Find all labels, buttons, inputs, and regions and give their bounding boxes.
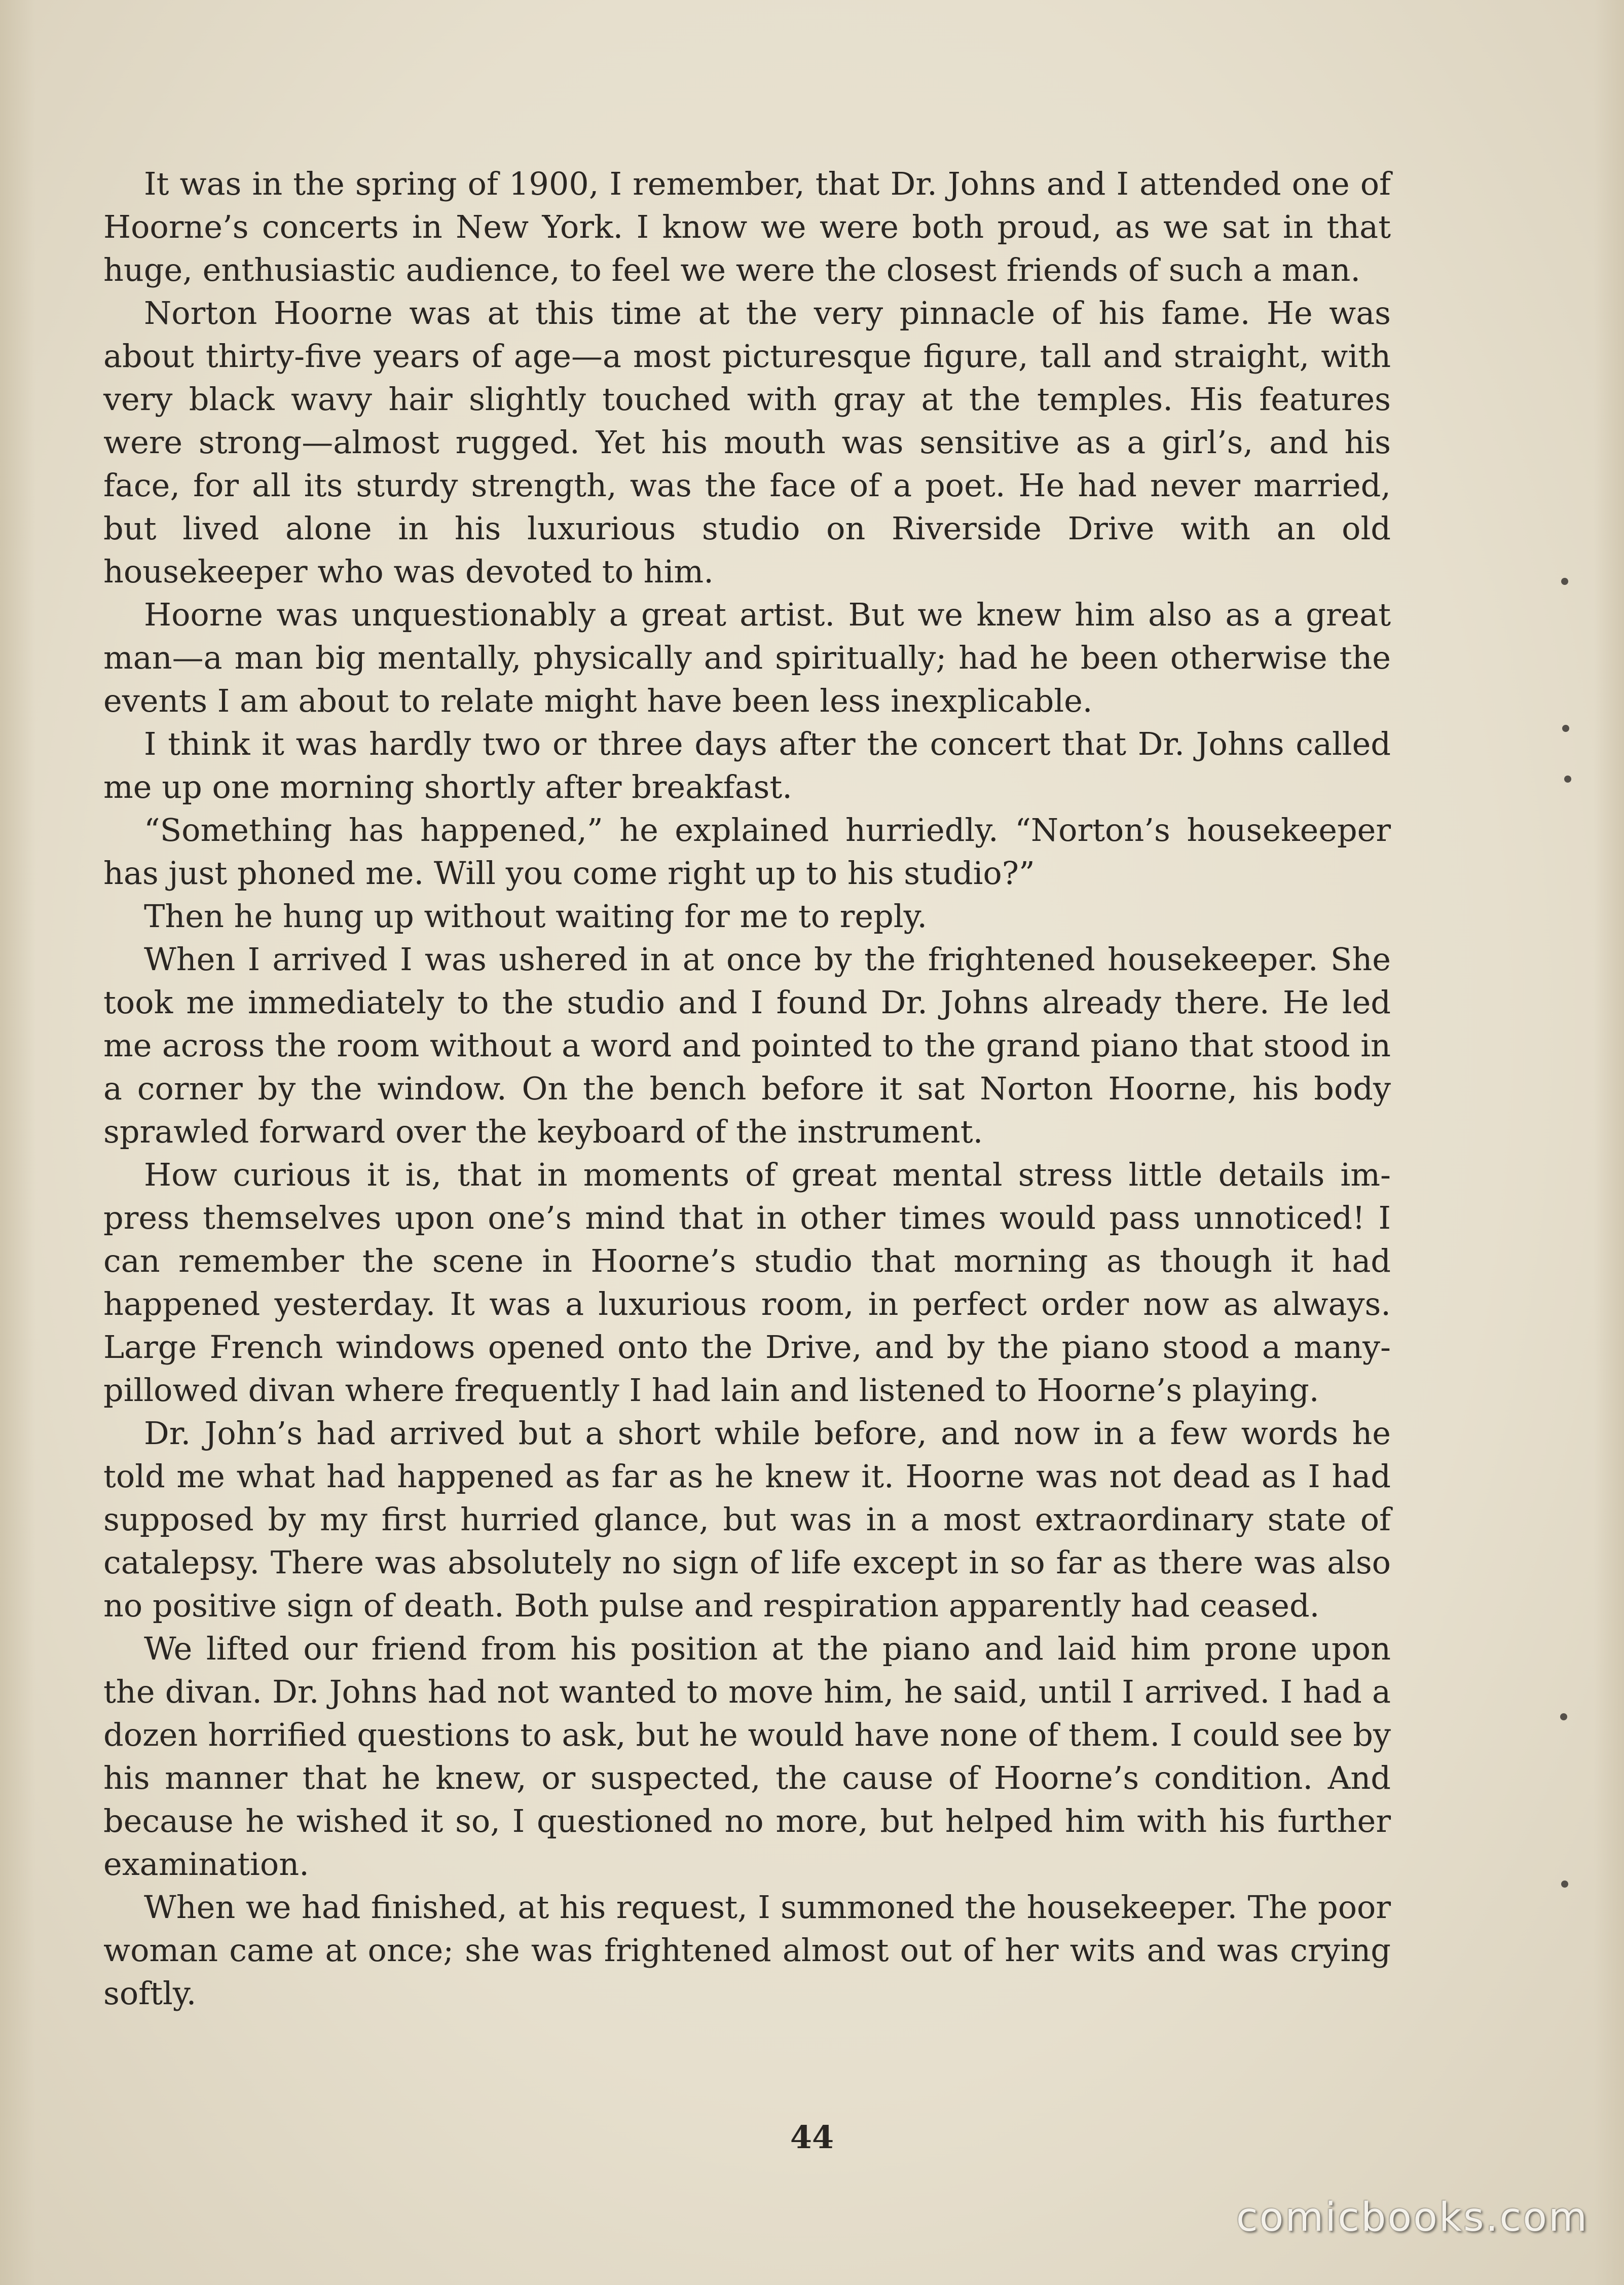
paragraph-4: I think it was hardly two or three days after the concert that Dr. Johns called me up one morning shortly after breakfast.: [103, 725, 1391, 805]
paragraph-1: It was in the spring of 1900, I remember, that Dr. Johns and I attended one of Hoorne’s concerts in New York. I know we were both proud, as we sat in that huge, enthusiastic audience, to feel we were the closest friends of such a man.: [103, 165, 1391, 288]
paragraph-9: Dr. John’s had arrived but a short while before, and now in a few words he told me what had happened as far as he knew it. Hoorne was not dead as I had supposed by my first hurried glance, but was in a most extraordinary state of catalepsy. There was absolutely no sign of life except in so far as there was also no positive sign of death. Both pulse and respiration apparently had ceased.: [103, 1415, 1391, 1624]
paper-speck: [1564, 776, 1571, 783]
paper-speck: [1560, 1713, 1567, 1720]
watermark-logo: comicbooks.com: [1236, 2195, 1589, 2240]
story-text: [103, 162, 1391, 2015]
page-number: 44: [790, 2119, 834, 2156]
paragraph-8: How curious it is, that in moments of great mental stress little details impress themselves upon one’s mind that in other times would pass unnoticed! I can remember the scene in Hoorne’s studio that morning as though it had happened yesterday. It was a luxurious room, in perfect order now as always. Large French windows opened onto the Drive, and by the piano stood a many-pillowed divan where frequently I had lain and listened to Hoorne’s playing.: [103, 1156, 1391, 1409]
paragraph-7: When I arrived I was ushered in at once by the frightened housekeeper. She took me immediately to the studio and I found Dr. Johns already there. He led me across the room without a word and pointed to the grand piano that stood in a corner by the window. On the bench before it sat Norton Hoorne, his body sprawled forward over the keyboard of the instrument.: [103, 941, 1391, 1150]
paper-speck: [1561, 578, 1568, 585]
paper-speck: [1562, 725, 1569, 732]
paragraph-6: Then he hung up without waiting for me to reply.: [144, 898, 928, 935]
paragraph-10: We lifted our friend from his position at the piano and laid him prone upon the divan. Dr. Johns had not wanted to move him, he said, until I arrived. I had a dozen horrified questions to ask, but he would have none of them. I could see by his manner that he knew, or suspected, the cause of Hoorne’s condition. And because he wished it so, I questioned no more, but helped him with his further examination.: [103, 1630, 1391, 1883]
paragraph-3: Hoorne was unquestionably a great artist. But we knew him also as a great man—a man big mentally, physically and spiritually; had he been otherwise the events I am about to relate might have been less inexplicable.: [103, 596, 1391, 719]
paragraph-11: When we had finished, at his request, I summoned the housekeeper. The poor woman came at once; she was frightened almost out of her wits and was crying softly.: [103, 1889, 1391, 2012]
paragraph-5: “Something has happened,” he explained hurriedly. “Norton’s housekeeper has just phoned me. Will you come right up to his studio?”: [103, 812, 1391, 892]
paper-speck: [1561, 1881, 1568, 1888]
paragraph-2: Norton Hoorne was at this time at the very pinnacle of his fame. He was about thirty-five years of age—a most picturesque figure, tall and straight, with very black wavy hair slightly touched with gray at the temples. His features were strong—almost rugged. Yet his mouth was sensitive as a girl’s, and his face, for all its sturdy strength, was the face of a poet. He had never married, but lived alone in his luxurious studio on Riverside Drive with an old housekeeper who was devoted to him.: [103, 294, 1391, 590]
